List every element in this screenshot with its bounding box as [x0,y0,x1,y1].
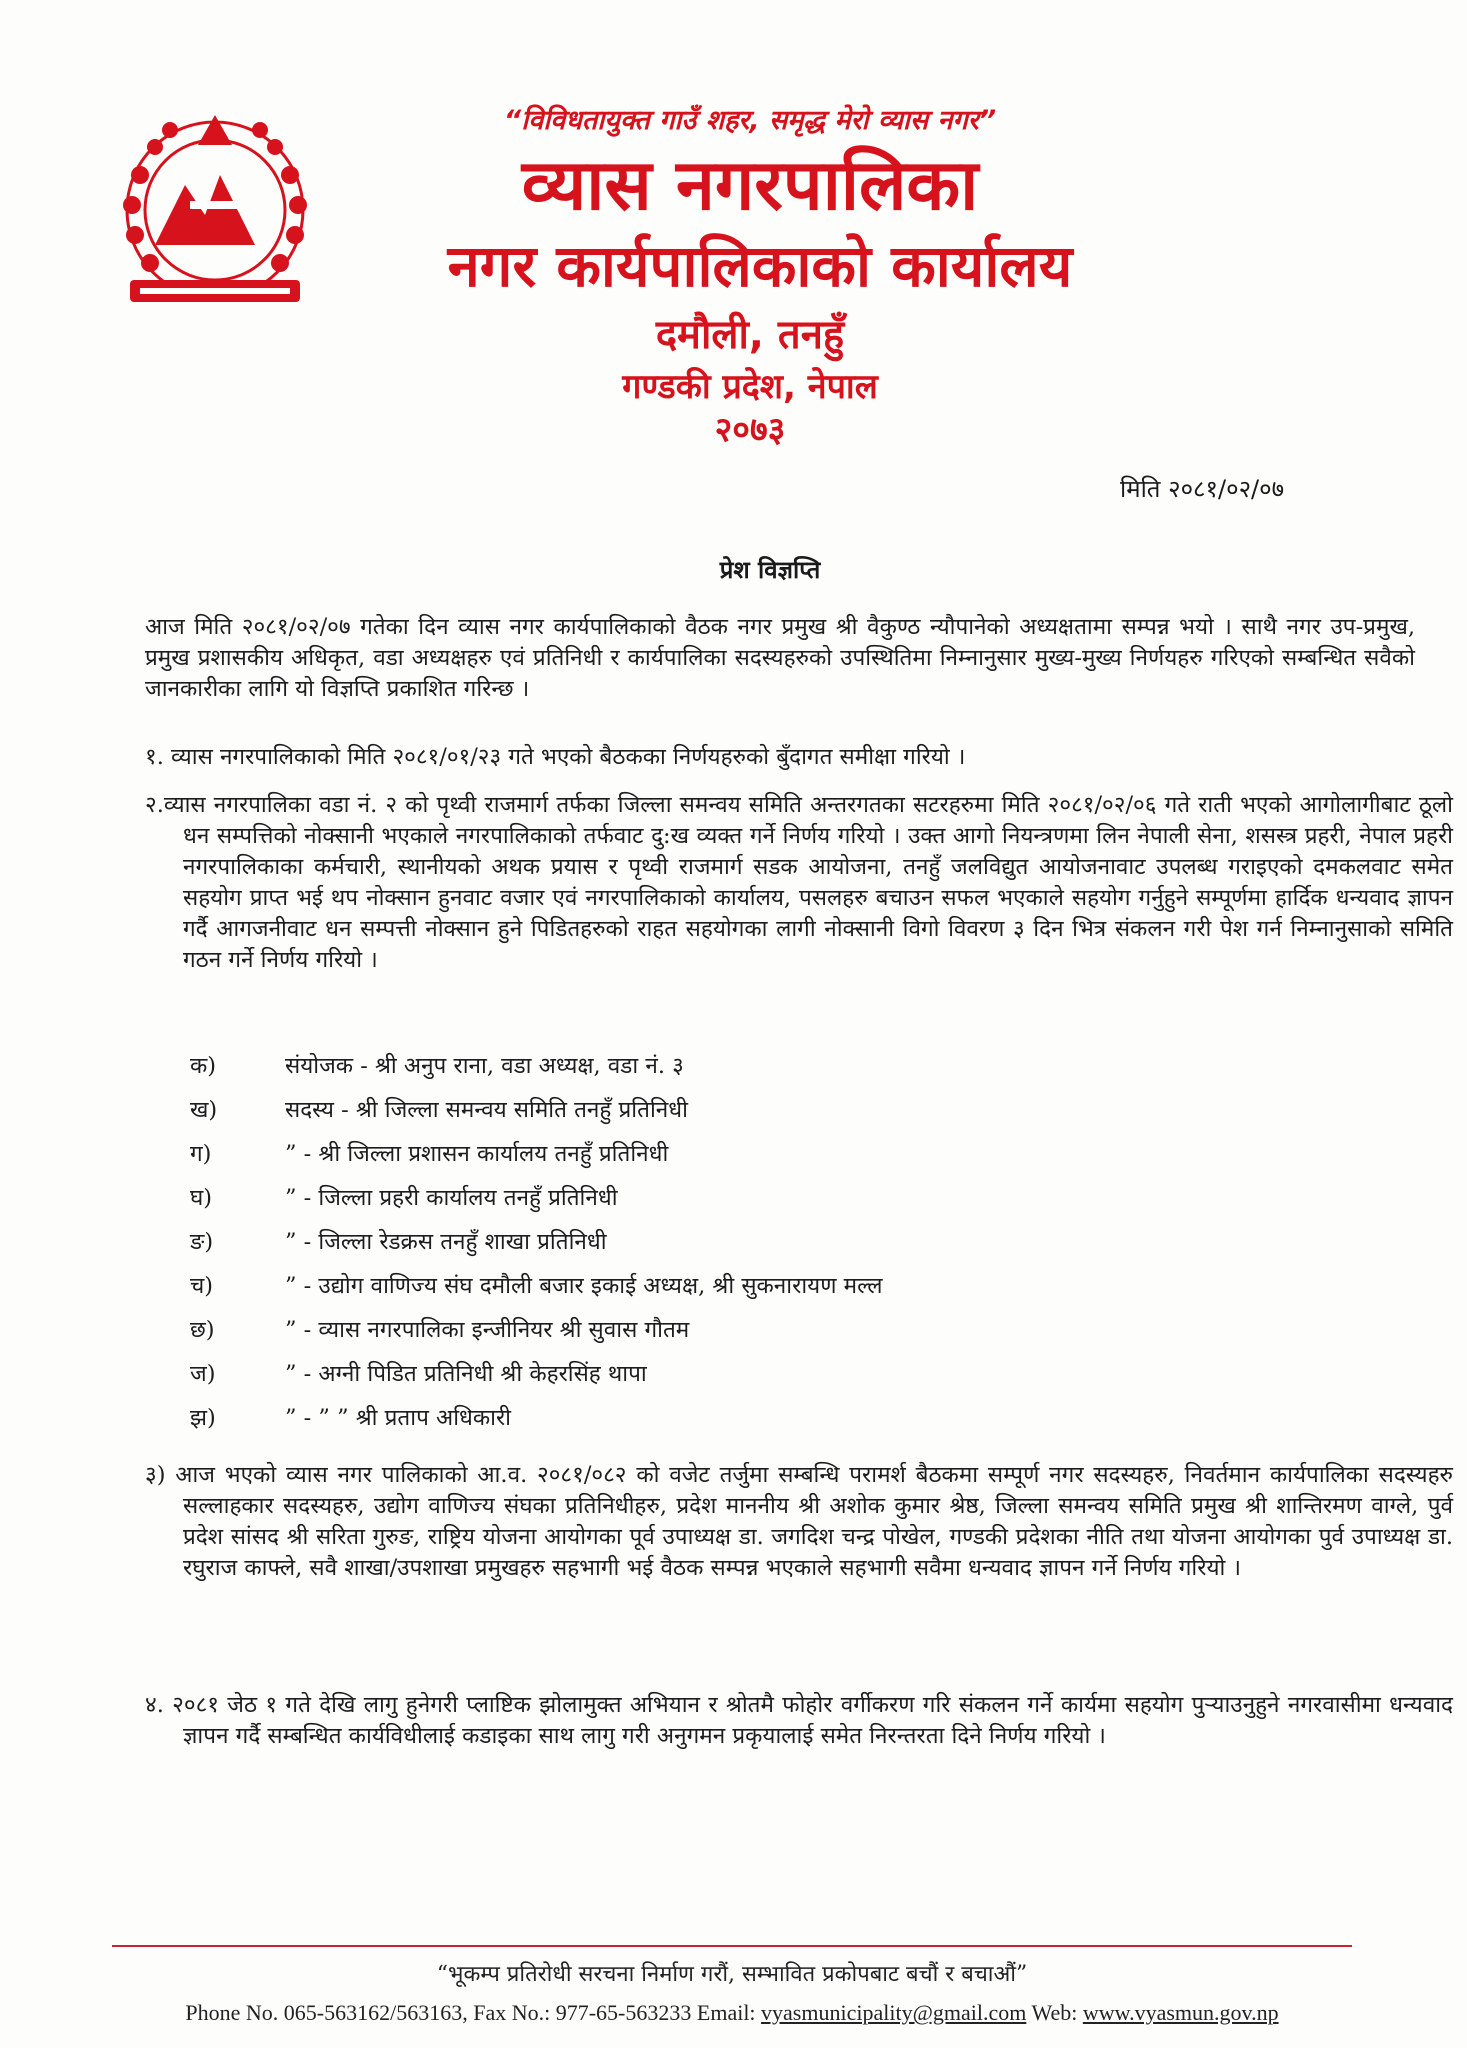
established-year: २०७३ [714,410,786,450]
committee-key: छ) [190,1317,215,1343]
committee-member [190,1396,1290,1440]
committee-text: ” - व्यास नगरपालिका इन्जीनियर श्री सुवास गौतम [285,1317,690,1343]
committee-text: ” - जिल्ला रेडक्रस तनहुँ शाखा प्रतिनिधी [285,1229,607,1255]
committee-member [190,1088,1290,1132]
nepal-government-emblem-icon [110,105,320,320]
committee-text: सदस्य - श्री जिल्ला समन्वय समिति तनहुँ प्रतिनिधी [285,1097,688,1123]
committee-key: झ) [190,1405,216,1431]
committee-member [190,1220,1290,1264]
committee-member [190,1308,1290,1352]
committee-key: ग) [190,1141,212,1167]
decision-3: ३) आज भएको व्यास नगर पालिकाको आ.व. २०८१/०८२ को वजेट तर्जुमा सम्बन्धि परामर्श बैठकमा सम्पूर्ण नगर सदस्यहरु, निवर्तमान कार्यपालिका सदस्यहरु सल्लाहकार सदस्यहरु, उद्योग वाणिज्य संघका प्रतिनिधीहरु, प्रदेश माननीय श्री अशोक कुमार श्रेष्ठ, जिल्ला समन्वय समिति प्रमुख श्री शान्तिरमण वाग्ले, पुर्व प्रदेश सांसद श्री सरिता गुरुङ, राष्ट्रिय योजना आयोगका पूर्व उपाध्यक्ष डा. जगदिश चन्द्र पोखेल, गण्डकी प्रदेशका नीति तथा योजना आयोगका पुर्व उपाध्यक्ष डा. रघुराज काफ्ले, सवै शाखा/उपशाखा प्रमुखहरु सहभागी भई वैठक सम्पन्न भएकाले सहभागी सवैमा धन्यवाद ज्ञापन गर्ने निर्णय गरियो । [145,1462,1453,1581]
committee-list [190,1044,1290,1440]
committee-text: ” - उद्योग वाणिज्य संघ दमौली बजार इकाई अध्यक्ष, श्री सुकनारायण मल्ल [285,1273,883,1299]
committee-text: ” - श्री जिल्ला प्रशासन कार्यालय तनहुँ प्रतिनिधी [285,1141,669,1167]
decision-1: १. व्यास नगरपालिकाको मिति २०८१/०१/२३ गते भएको बैठकका निर्णयहरुको बुँदागत समीक्षा गरियो । [145,744,966,770]
office-province: गण्डकी प्रदेश, नेपाल [622,367,878,407]
footer-contact [112,2000,1352,2026]
footer-divider [112,1945,1352,1947]
committee-member [190,1044,1290,1088]
decision-2: २.व्यास नगरपालिका वडा नं. २ को पृथ्वी राजमार्ग तर्फका जिल्ला समन्वय समिति अन्तरगतका सटरहरुमा मिति २०८१/०२/०६ गते राती भएको आगोलागीबाट ठूलो धन सम्पत्तिको नोक्सानी भएकाले नगरपालिकाको तर्फवाट दु:ख व्यक्त गर्ने निर्णय गरियो । उक्त आगो नियन्त्रणमा लिन नेपाली सेना, शसस्त्र प्रहरी, नेपाल प्रहरी नगरपालिकाका कर्मचारी, स्थानीयको अथक प्रयास र पृथ्वी राजमार्ग सडक आयोजना, तनहुँ जलविद्युत आयोजनावाट उपलब्ध गराइएको दमकलवाट समेत सहयोग प्राप्त भई थप नोक्सान हुनवाट वजार एवं नगरपालिकाको कार्यालय, पसलहरु बचाउन सफल भएकाले सहयोग गर्नुहुने सम्पूर्णमा हार्दिक धन्यवाद ज्ञापन गर्दै आगजनीवाट धन सम्पत्ती नोक्सान हुने पिडितहरुको राहत सहयोगका लागी नोक्सानी विगो विवरण ३ दिन भित्र संकलन गरी पेश गर्न निम्नानुसाको समिति गठन गर्ने निर्णय गरियो । [145,792,1453,973]
committee-text: ” - जिल्ला प्रहरी कार्यालय तनहुँ प्रतिनिधी [285,1185,618,1211]
footer-email-label: Email: [696,2000,756,2025]
office-name: नगर कार्यपालिकाको कार्यालय [447,232,1073,300]
footer-web-link[interactable]: www.vyasmun.gov.np [1082,2000,1279,2025]
committee-key: ख) [190,1097,218,1123]
document-date: मिति २०८१/०२/०७ [1120,475,1285,503]
office-city: दमौली, तनहुँ [655,312,845,358]
footer-slogan: “भूकम्प प्रतिरोधी सरचना निर्माण गरौं, सम्भावित प्रकोपबाट बचौं र बचाऔं” [436,1962,1028,1987]
committee-member [190,1352,1290,1396]
committee-key: ज) [190,1361,216,1387]
decision-4: ४. २०८१ जेठ १ गते देखि लागु हुनेगरी प्लाष्टिक झोलामुक्त अभियान र श्रोतमै फोहोर वर्गीकरण गरि संकलन गर्ने कार्यमा सहयोग पुऱ्याउनुहुने नगरवासीमा धन्यवाद ज्ञापन गर्दै सम्बन्धित कार्यविधीलाई कडाइका साथ लागु गरी अनुगमन प्रकृयालाई समेत निरन्तरता दिने निर्णय गरियो । [145,1692,1453,1749]
committee-member [190,1176,1290,1220]
committee-key: च) [190,1273,214,1299]
municipality-slogan: “विविधतायुक्त गाउँ शहर, समृद्ध मेरो व्यास नगर” [503,105,997,136]
municipality-name: व्यास नगरपालिका [521,144,979,226]
committee-key: घ) [190,1185,213,1211]
footer-fax: Fax No.: 977-65-563233 [473,2000,692,2025]
committee-member [190,1264,1290,1308]
committee-member [190,1132,1290,1176]
committee-text: संयोजक - श्री अनुप राना, वडा अध्यक्ष, वडा नं. ३ [285,1053,684,1079]
footer-email-link[interactable]: vyasmunicipality@gmail.com [761,2000,1027,2025]
committee-text: ” - अग्नी पिडित प्रतिनिधी श्री केहरसिंह थापा [285,1361,647,1387]
footer-web-label: Web: [1031,2000,1078,2025]
committee-text: ” - ” ” श्री प्रताप अधिकारी [285,1405,512,1431]
footer-phone: Phone No. 065-563162/563163, [185,2000,468,2025]
committee-key: क) [190,1053,217,1079]
committee-key: ङ) [190,1229,214,1255]
intro-paragraph: आज मिति २०८१/०२/०७ गतेका दिन व्यास नगर कार्यपालिकाको वैठक नगर प्रमुख श्री वैकुण्ठ न्यौपानेको अध्यक्षतामा सम्पन्न भयो । साथै नगर उप-प्रमुख, प्रमुख प्रशासकीय अधिकृत, वडा अध्यक्षहरु एवं प्रतिनिधी र कार्यपालिका सदस्यहरुको उपस्थितिमा निम्नानुसार मुख्य-मुख्य निर्णयहरु गरिएको सम्बन्धित सवैको जानकारीका लागि यो विज्ञप्ति प्रकाशित गरिन्छ । [145,614,1415,702]
document-heading: प्रेश विज्ञप्ति [719,556,821,584]
